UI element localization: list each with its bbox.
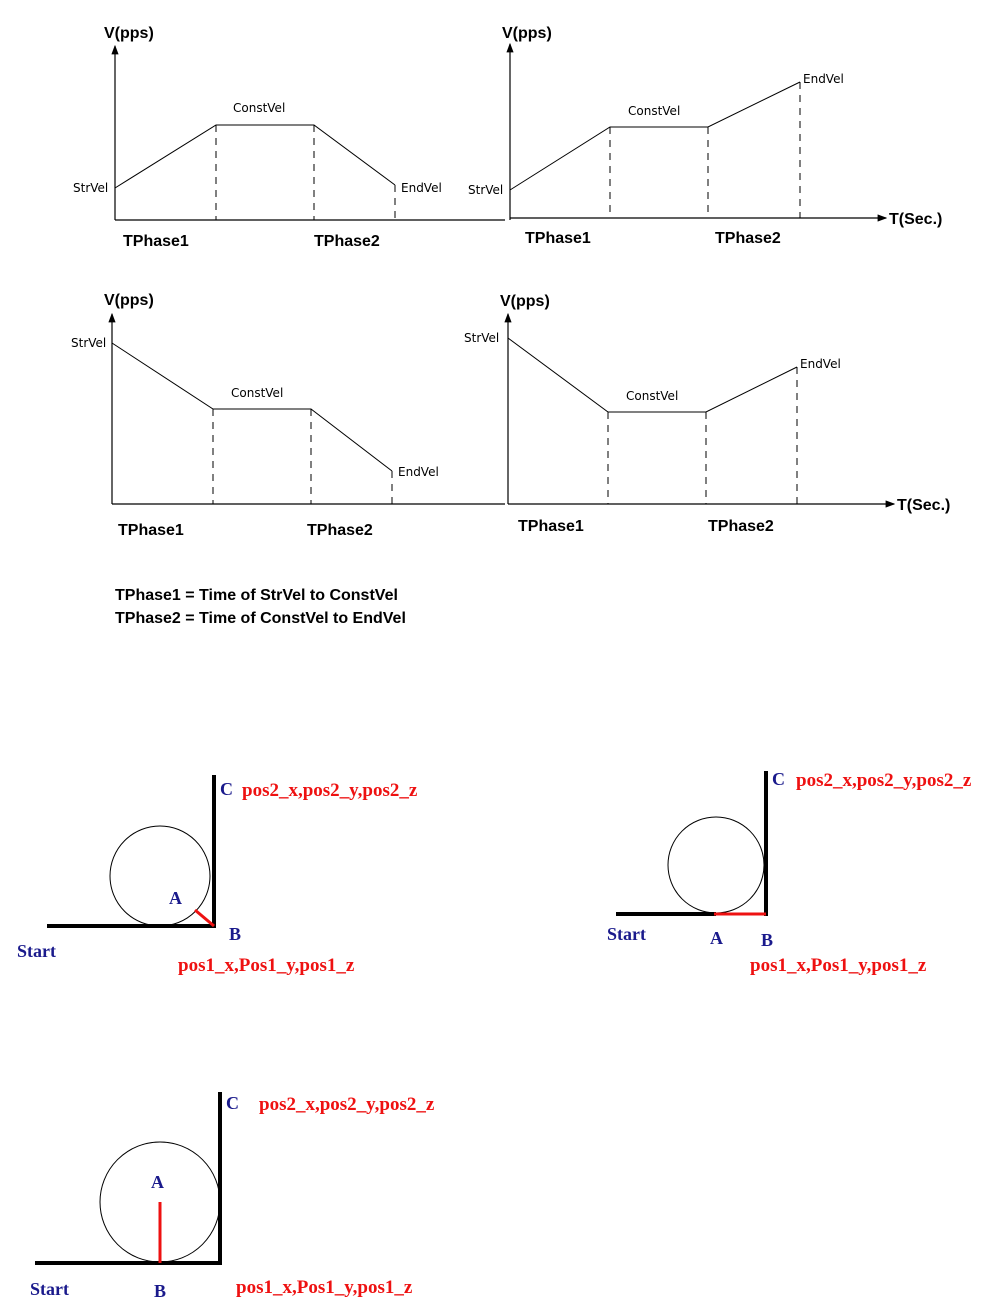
x-axis-label: T(Sec.): [897, 497, 951, 514]
endvel-label: EndVel: [803, 72, 844, 86]
strvel-label: StrVel: [73, 181, 109, 195]
velocity-profile-4: [464, 293, 950, 535]
strvel-label: StrVel: [71, 336, 107, 350]
tphase1-label: TPhase1: [518, 518, 584, 535]
arc-circle: [668, 817, 764, 913]
point-a-label: A: [169, 888, 182, 908]
tphase2-label: TPhase2: [314, 233, 380, 250]
endvel-label: EndVel: [401, 181, 442, 195]
arc-diagram-3: [30, 1092, 435, 1301]
tphase1-label: TPhase1: [118, 522, 184, 539]
strvel-label: StrVel: [468, 183, 504, 197]
ab-segment: [195, 910, 214, 926]
point-c-label: C: [226, 1093, 239, 1113]
definition-tphase2: TPhase2 = Time of ConstVel to EndVel: [115, 610, 406, 627]
arc-diagram-2: [607, 769, 972, 976]
definition-tphase1: TPhase1 = Time of StrVel to ConstVel: [115, 587, 398, 604]
velocity-curve: [115, 125, 395, 188]
constvel-label: ConstVel: [231, 386, 284, 400]
start-label: Start: [17, 941, 56, 961]
x-axis-label: T(Sec.): [889, 211, 943, 228]
tphase1-label: TPhase1: [123, 233, 189, 250]
point-c-label: C: [220, 779, 233, 799]
point-b-label: B: [154, 1281, 167, 1301]
constvel-label: ConstVel: [233, 101, 286, 115]
endvel-label: EndVel: [398, 465, 439, 479]
point-a-label: A: [710, 928, 723, 948]
pos2-label: pos2_x,pos2_y,pos2_z: [796, 770, 972, 791]
start-label: Start: [607, 924, 646, 944]
point-c-label: C: [772, 769, 785, 789]
y-axis-label: V(pps): [502, 25, 552, 42]
pos1-label: pos1_x,Pos1_y,pos1_z: [750, 955, 927, 976]
y-axis-label: V(pps): [500, 293, 550, 310]
velocity-profile-3: [71, 292, 505, 539]
endvel-label: EndVel: [800, 357, 841, 371]
constvel-label: ConstVel: [628, 104, 681, 118]
pos2-label: pos2_x,pos2_y,pos2_z: [242, 780, 418, 801]
start-label: Start: [30, 1279, 69, 1299]
tphase2-label: TPhase2: [715, 230, 781, 247]
phase-definitions: [115, 587, 406, 627]
tphase2-label: TPhase2: [708, 518, 774, 535]
constvel-label: ConstVel: [626, 389, 679, 403]
tphase1-label: TPhase1: [525, 230, 591, 247]
y-axis-label: V(pps): [104, 292, 154, 309]
velocity-profile-2: [468, 25, 942, 247]
strvel-label: StrVel: [464, 331, 500, 345]
velocity-profile-1: [73, 25, 505, 250]
point-b-label: B: [761, 930, 774, 950]
y-axis-label: V(pps): [104, 25, 154, 42]
tphase2-label: TPhase2: [307, 522, 373, 539]
velocity-curve: [112, 343, 392, 471]
pos2-label: pos2_x,pos2_y,pos2_z: [259, 1094, 435, 1115]
point-a-label: A: [151, 1172, 164, 1192]
arc-diagram-1: [17, 775, 418, 976]
point-b-label: B: [229, 924, 242, 944]
pos1-label: pos1_x,Pos1_y,pos1_z: [236, 1277, 413, 1298]
velocity-curve: [510, 82, 800, 190]
pos1-label: pos1_x,Pos1_y,pos1_z: [178, 955, 355, 976]
